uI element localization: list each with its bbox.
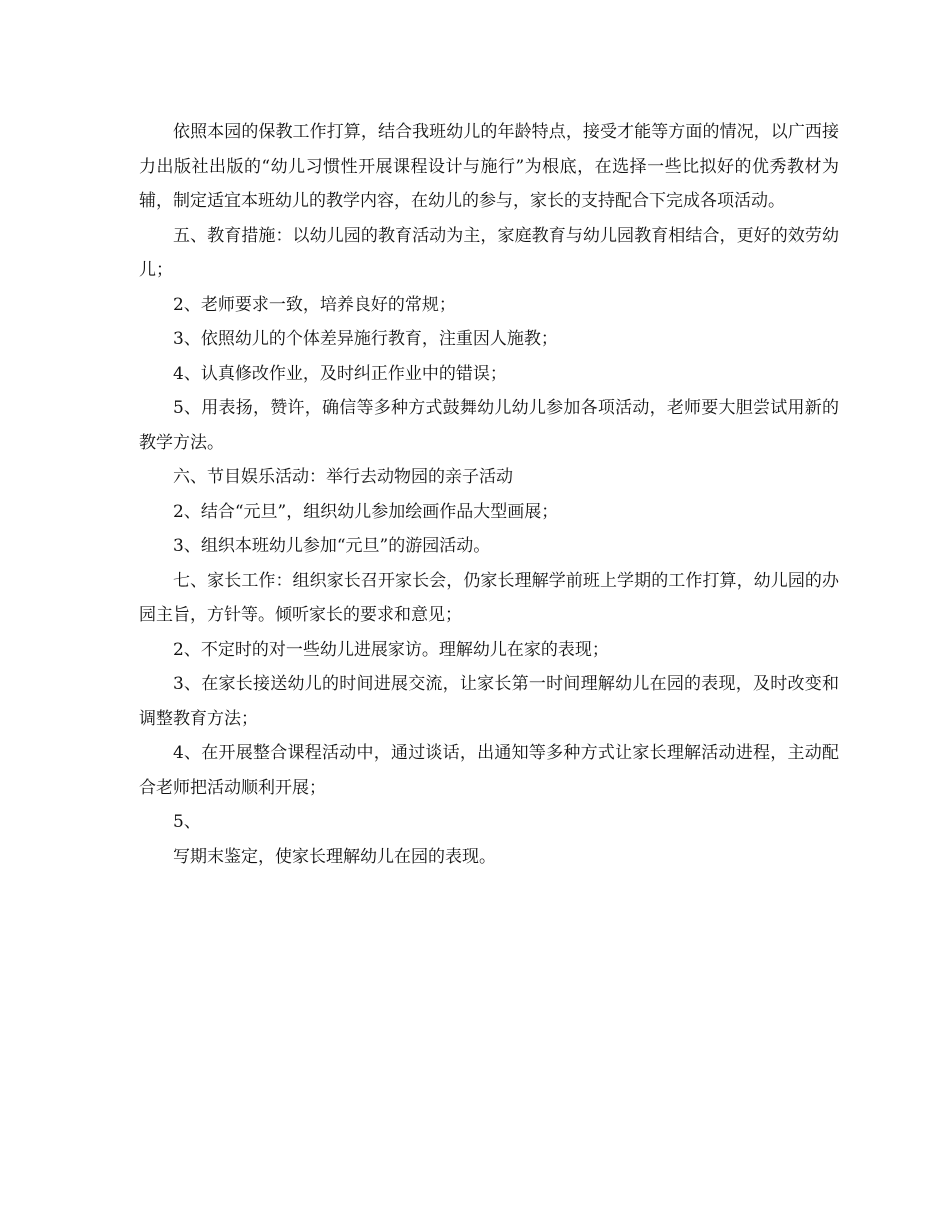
paragraph-section-7-item-4: 4、在开展整合课程活动中，通过谈话，出通知等多种方式让家长理解活动进程，主动配合老师把活动顺利开展； xyxy=(139,743,839,798)
paragraph-section-7-item-5-number: 5、 xyxy=(173,812,201,832)
paragraph-section-6-item-3: 3、组织本班幼儿参加“元旦”的游园活动。 xyxy=(173,536,491,556)
paragraph-section-6-heading: 六、节目娱乐活动：举行去动物园的亲子活动 xyxy=(173,467,513,487)
paragraph-section-5-item-4: 4、认真修改作业，及时纠正作业中的错误； xyxy=(173,363,507,384)
document-body xyxy=(139,115,839,874)
paragraph-section-5-heading: 五、教育措施：以幼儿园的教育活动为主，家庭教育与幼儿园教育相结合，更好的效劳幼儿； xyxy=(139,225,839,280)
paragraph-section-5-item-5: 5、用表扬，赞许，确信等多种方式鼓舞幼儿幼儿参加各项活动，老师要大胆尝试用新的教学方法。 xyxy=(139,398,839,453)
paragraph-section-5-item-3: 3、依照幼儿的个体差异施行教育，注重因人施教； xyxy=(173,329,558,349)
paragraph-intro: 依照本园的保教工作打算，结合我班幼儿的年龄特点，接受才能等方面的情况，以广西接力出版社出版的“幼儿习惯性开展课程设计与施行”为根底，在选择一些比拟好的优秀教材为辅，制定适宜本班幼儿的教学内容，在幼儿的参与，家长的支持配合下完成各项活动。 xyxy=(139,122,839,211)
paragraph-section-7-item-3: 3、在家长接送幼儿的时间进展交流，让家长第一时间理解幼儿在园的表现，及时改变和调整教育方法； xyxy=(139,674,839,729)
paragraph-section-7-item-5-text: 写期末鉴定，使家长理解幼儿在园的表现。 xyxy=(173,846,496,867)
paragraph-section-6-item-2: 2、结合“元旦”，组织幼儿参加绘画作品大型画展； xyxy=(173,501,559,522)
paragraph-section-5-item-2: 2、老师要求一致，培养良好的常规； xyxy=(173,294,456,315)
paragraph-section-7-heading: 七、家长工作：组织家长召开家长会，仍家长理解学前班上学期的工作打算，幼儿园的办园主旨，方针等。倾听家长的要求和意见； xyxy=(139,570,839,625)
paragraph-section-7-item-2: 2、不定时的对一些幼儿进展家访。理解幼儿在家的表现； xyxy=(173,639,609,660)
